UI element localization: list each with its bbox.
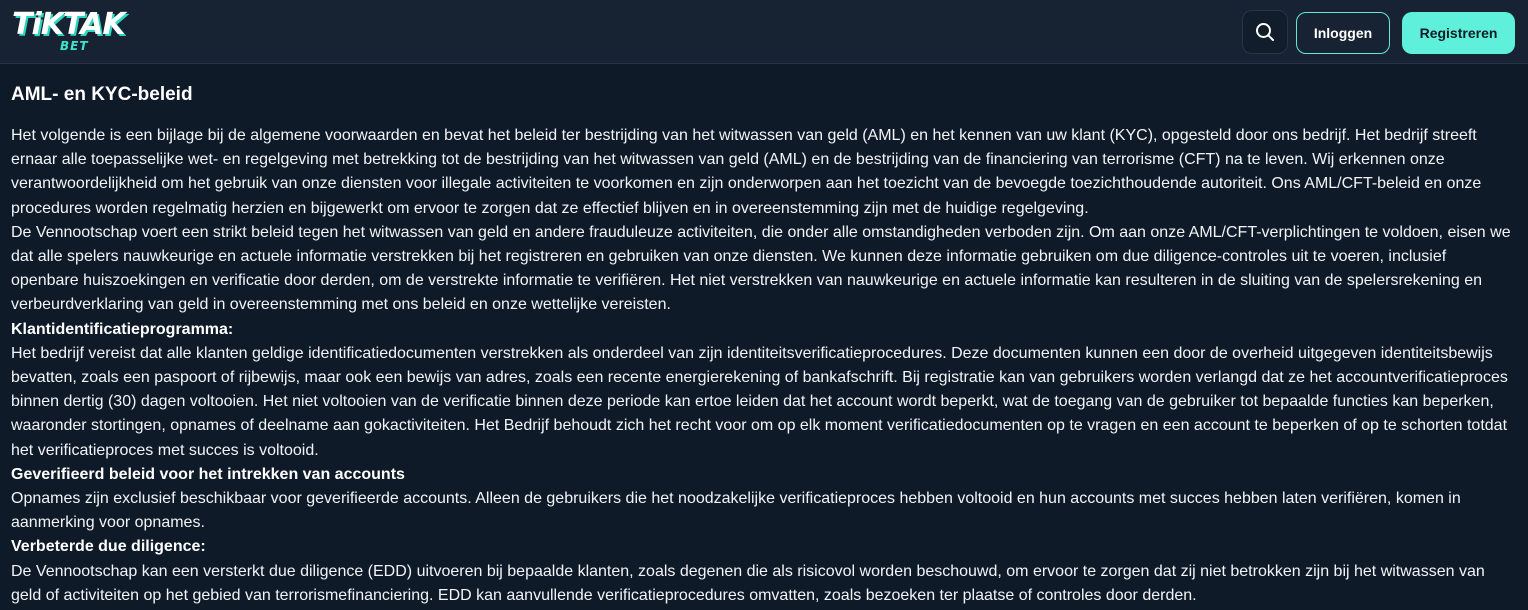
search-button[interactable] [1242, 10, 1288, 54]
page-title: AML- en KYC-beleid [11, 84, 193, 105]
main-content [11, 80, 1517, 608]
login-button[interactable]: Inloggen [1296, 12, 1390, 54]
section-heading-enhanced-due-diligence: Verbeterde due diligence: [11, 538, 206, 556]
policy-text [11, 124, 1517, 608]
logo-subtext: BET [60, 39, 89, 53]
top-navigation-bar [0, 0, 1528, 64]
customer-identification-paragraph: Het bedrijf vereist dat alle klanten geldige identificatiedocumenten verstrekken als onderdeel van zijn identiteitsverificatieprocedures. Deze documenten kunnen een door de overheid uitgegeven identiteitsbewijs bevatten, zoals een paspoort of rijbewijs, maar ook een bewijs van adres, zoals een recente energierekening of bankafschrift. Bij registratie kan van gebruikers worden verlangd dat ze het accountverificatieproces binnen dertig (30) dagen voltooien. Het niet voltooien van de verificatie binnen deze periode kan ertoe leiden dat het account wordt beperkt, wat de toegang van de gebruiker tot bepaalde functies kan beperken, waaronder stortingen, opnames of deelname aan gokactiviteiten. Het Bedrijf behoudt zich het recht voor om op elk moment verificatiedocumenten op te vragen en een account te beperken of op te schorten totdat het verificatieproces met succes is voltooid. [11, 344, 1508, 459]
policy-paragraph: De Vennootschap voert een strikt beleid tegen het witwassen van geld en andere frauduleuze activiteiten, die onder alle omstandigheden verboden zijn. Om aan onze AML/CFT-verplichtingen te voldoen, eisen we dat alle spelers nauwkeurige en actuele informatie verstrekken bij het registreren en gebruiken van onze diensten. We kunnen deze informatie gebruiken om due diligence-controles uit te voeren, inclusief openbare huiszoekingen en verificatie door derden, om de verstrekte informatie te verifiëren. Het niet verstrekken van nauwkeurige en actuele informatie kan resulteren in de sluiting van de spelersrekening en verbeurdverklaring van geld in overeenstemming met ons beleid en onze wettelijke vereisten. [11, 223, 1511, 314]
section-heading-verified-withdrawal-policy: Geverifieerd beleid voor het intrekken van accounts [11, 465, 405, 483]
withdrawal-policy-paragraph: Opnames zijn exclusief beschikbaar voor geverifieerde accounts. Alleen de gebruikers die het noodzakelijke verificatieproces hebben voltooid en hun accounts met succes hebben laten verifiëren, komen in aanmerking voor opnames. [11, 490, 1461, 532]
logo-wordmark: TiKTAK [12, 7, 125, 42]
section-heading-customer-identification: Klantidentificatieprogramma: [11, 320, 234, 338]
tiktakbet-logo[interactable] [12, 8, 124, 56]
register-button[interactable]: Registreren [1402, 12, 1515, 54]
search-icon [1255, 22, 1275, 42]
enhanced-due-diligence-paragraph: De Vennootschap kan een versterkt due diligence (EDD) uitvoeren bij bepaalde klanten, zoals degenen die als risicovol worden beschouwd, om ervoor te zorgen dat zij niet betrokken zijn bij het witwassen van geld of activiteiten op het gebied van terrorismefinanciering. EDD kan aanvullende verificatieprocedures omvatten, zoals bezoeken ter plaatse of controles door derden. [11, 562, 1485, 604]
intro-paragraph: Het volgende is een bijlage bij de algemene voorwaarden en bevat het beleid ter bestrijding van het witwassen van geld (AML) en het kennen van uw klant (KYC), opgesteld door ons bedrijf. Het bedrijf streeft ernaar alle toepasselijke wet- en regelgeving met betrekking tot de bestrijding van het witwassen van geld (AML) en de bestrijding van de financiering van terrorisme (CFT) na te leven. Wij erkennen onze verantwoordelijkheid om het gebruik van onze diensten voor illegale activiteiten te voorkomen en zijn onderworpen aan het toezicht van de bevoegde toezichthoudende autoriteit. Ons AML/CFT-beleid en onze procedures worden regelmatig herzien en bijgewerkt om ervoor te zorgen dat ze effectief blijven en in overeenstemming zijn met de huidige regelgeving. [11, 127, 1482, 217]
